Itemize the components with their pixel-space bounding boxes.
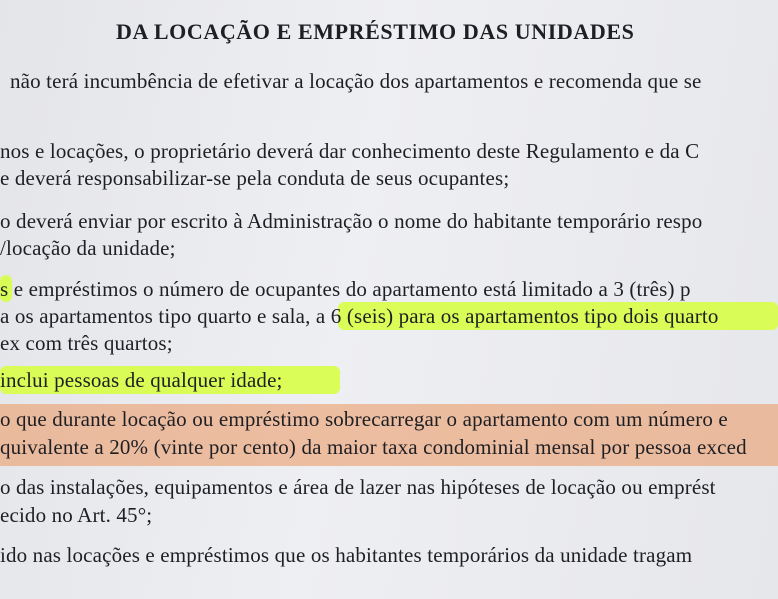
text-line-5: /locação da unidade; bbox=[0, 236, 176, 260]
text-line-3: e deverá responsabilizar-se pela conduta de seus ocupantes; bbox=[0, 166, 510, 190]
text-line-9: inclui pessoas de qualquer idade; bbox=[0, 368, 283, 392]
text-line-12: o das instalações, equipamentos e área de lazer nas hipóteses de locação ou emprést bbox=[0, 475, 716, 499]
text-line-6: s e empréstimos o número de ocupantes do apartamento está limitado a 3 (três) p bbox=[0, 277, 691, 301]
text-line-1: não terá incumbência de efetivar a locação dos apartamentos e recomenda que se bbox=[10, 69, 702, 93]
text-line-7: a os apartamentos tipo quarto e sala, a 6 (seis) para os apartamentos tipo dois quarto bbox=[0, 304, 719, 328]
text-line-14: ido nas locações e empréstimos que os habitantes temporários da unidade tragam bbox=[0, 543, 693, 567]
text-line-10: o que durante locação ou empréstimo sobrecarregar o apartamento com um número e bbox=[0, 407, 728, 431]
text-line-2: nos e locações, o proprietário deverá dar conhecimento deste Regulamento e da C bbox=[0, 139, 700, 163]
document-title: DA LOCAÇÃO E EMPRÉSTIMO DAS UNIDADES bbox=[116, 19, 635, 44]
text-line-11: quivalente a 20% (vinte por cento) da maior taxa condominial mensal por pessoa exced bbox=[0, 435, 747, 459]
text-line-13: ecido no Art. 45°; bbox=[0, 503, 153, 527]
text-line-8: ex com três quartos; bbox=[0, 331, 173, 355]
text-line-4: o deverá enviar por escrito à Administração o nome do habitante temporário respo bbox=[0, 209, 703, 233]
